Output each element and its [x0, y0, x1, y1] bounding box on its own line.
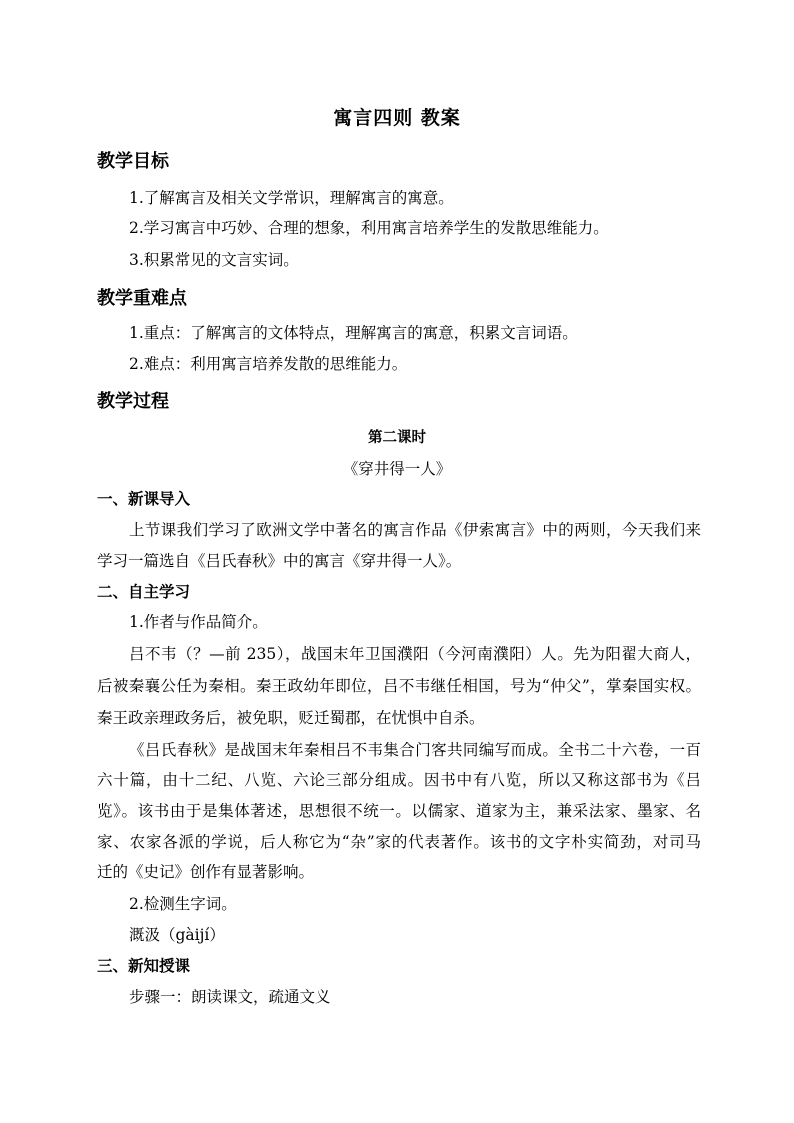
book-line-2: 六十篇，由十二纪、八览、六论三部分组成。因书中有八览，所以又称这部书为《吕 — [97, 771, 701, 789]
self-study-sub2: 2.检测生字词。 — [129, 895, 237, 913]
vocab-item: 溉汲（gàijí） — [129, 926, 225, 944]
objective-item-3: 3.积累常见的文言实词。 — [129, 251, 299, 269]
section-heading-key-points: 教学重难点 — [97, 288, 187, 309]
lesson-label: 第二课时 — [368, 429, 426, 446]
author-line-1: 吕不韦（？—前 235），战国末年卫国濮阳（今河南濮阳）人。先为阳翟大商人， — [129, 645, 701, 663]
book-line-1: 《吕氏春秋》是战国末年秦相吕不韦集合门客共同编写而成。全书二十六卷，一百 — [129, 741, 701, 759]
intro-line-1: 上节课我们学习了欧洲文学中著名的寓言作品《伊索寓言》中的两则，今天我们来 — [129, 521, 701, 539]
author-line-2: 后被秦襄公任为秦相。秦王政幼年即位，吕不韦继任相国，号为“仲父”，掌秦国实权。 — [97, 677, 701, 695]
part-heading-self-study: 二、自主学习 — [97, 582, 191, 601]
author-line-3: 秦王政亲理政务后，被免职，贬迁蜀郡，在忧惧中自杀。 — [97, 709, 485, 727]
part-heading-new-lesson: 三、新知授课 — [97, 956, 191, 975]
text-title: 《穿井得一人》 — [342, 460, 452, 478]
section-heading-process: 教学过程 — [97, 391, 169, 412]
book-line-3: 览》。该书由于是集体著述，思想很不统一。以儒家、道家为主，兼采法家、墨家、名 — [97, 802, 701, 820]
intro-line-2: 学习一篇选自《吕氏春秋》中的寓言《穿井得一人》。 — [97, 552, 462, 570]
book-line-4: 家、农家各派的学说，后人称它为“杂”家的代表著作。该书的文字朴实简劲，对司马 — [97, 833, 701, 851]
self-study-sub1: 1.作者与作品简介。 — [129, 613, 268, 631]
objective-item-2: 2.学习寓言中巧妙、合理的想象，利用寓言培养学生的发散思维能力。 — [129, 219, 609, 237]
key-point-item-2: 2.难点：利用寓言培养发散的思维能力。 — [129, 355, 408, 373]
objective-item-1: 1.了解寓言及相关文学常识，理解寓言的寓意。 — [129, 189, 454, 207]
new-lesson-step1: 步骤一：朗读课文，疏通文义 — [129, 988, 331, 1006]
section-heading-objectives: 教学目标 — [97, 151, 169, 172]
document-title: 寓言四则 教案 — [333, 107, 461, 129]
book-line-5: 迁的《史记》创作有显著影响。 — [97, 863, 315, 881]
key-point-item-1: 1.重点：了解寓言的文体特点，理解寓言的寓意，积累文言词语。 — [129, 324, 578, 342]
part-heading-intro: 一、新课导入 — [97, 489, 191, 508]
